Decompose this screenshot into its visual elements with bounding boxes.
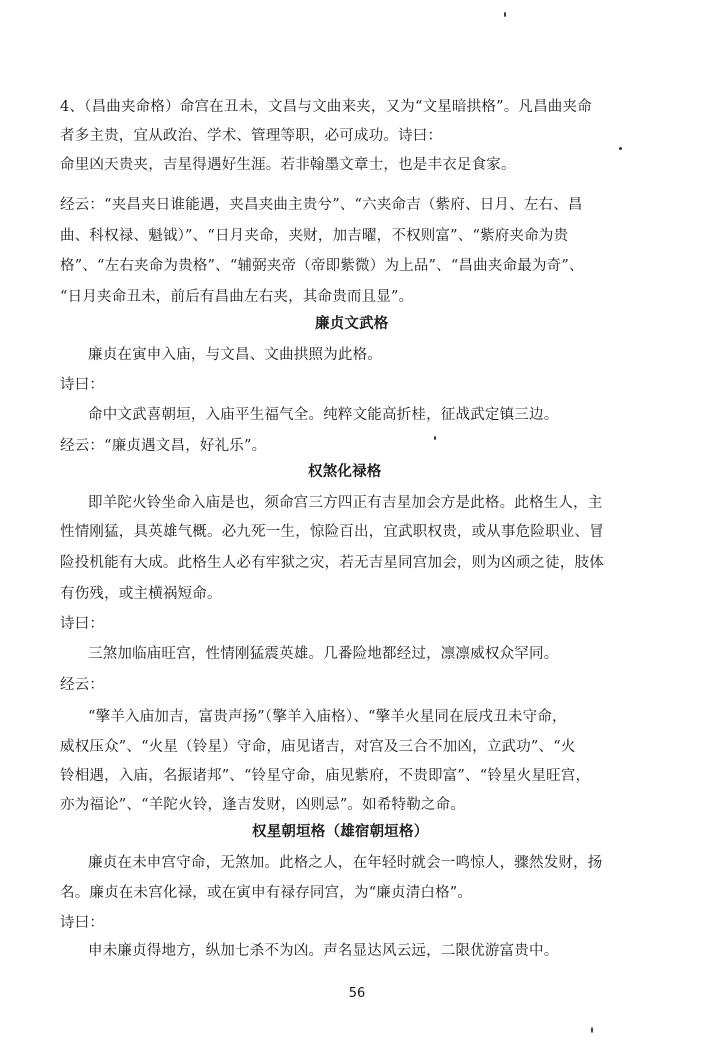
text-line: 经云：“夹昌夹日谁能遇，夹昌夹曲主贵兮”、“六夹命吉（紫府、日月、左右、昌: [60, 197, 583, 213]
text-line: 经云：: [60, 677, 105, 693]
text-line: 险投机能有大成。此格生人必有牢狱之灾，若无吉星同宫加会，则为凶顽之徒，肢体: [60, 555, 604, 571]
page-number: 56: [348, 986, 366, 1001]
text-line: 威权压众”、“火星（铃星）守命，庙见诸吉，对宫及三合不加凶，立武功”、“火: [60, 739, 576, 755]
text-line: “擎羊入庙加吉，富贵声扬”（擎羊入庙格）、“擎羊火星同在辰戌丑未守命，: [88, 709, 567, 725]
section-heading: 廉贞文武格: [315, 315, 389, 332]
text-line: 者多主贵，宜从政治、学术、管理等职，必可成功。诗曰：: [60, 128, 443, 144]
scan-speck: [619, 147, 622, 150]
text-line: 性情刚猛，具英雄气概。必九死一生，惊险百出，宜武职权贵，或从事危险职业、冒: [60, 524, 604, 540]
text-line: 名。廉贞在未宫化禄，或在寅申有禄存同宫，为“廉贞清白格”。: [60, 885, 473, 901]
text-line: 诗曰：: [60, 377, 105, 393]
text-line: 亦为福论”、“羊陀火铃，逢吉发财，凶则忌”。如希特勒之命。: [60, 797, 466, 813]
text-line: 铃相遇，入庙，名振诸邦”、“铃星守命，庙见紫府，不贵即富”、“铃星火星旺宫，: [60, 768, 591, 784]
text-line: 廉贞在未申宫守命，无煞加。此格之人，在年轻时就会一鸣惊人，骤然发财，扬: [88, 855, 603, 871]
text-line: 即羊陀火铃坐命入庙是也，须命宫三方四正有吉星加会方是此格。此格生人，主: [88, 495, 603, 511]
text-line: “日月夹命丑未，前后有昌曲左右夹，其命贵而且显”。: [60, 289, 414, 305]
text-line: 申未廉贞得地方，纵加七杀不为凶。声名显达风云远，二限优游富贵中。: [88, 943, 559, 959]
section-heading: 权煞化禄格: [308, 463, 382, 480]
section-heading: 权星朝垣格（雄宿朝垣格）: [252, 823, 429, 840]
text-line: 曲、科权禄、魁钺）”、“日月夹命，夹财，加吉曜，不权则富”、“紫府夹命为贵: [60, 228, 569, 244]
text-line: 廉贞在寅申入庙，与文昌、文曲拱照为此格。: [88, 347, 382, 363]
text-line: 三煞加临庙旺宫，性情刚猛震英雄。几番险地都经过，凛凛威权众罕同。: [88, 646, 559, 662]
text-line: 经云：“廉贞遇文昌，好礼乐”。: [60, 438, 267, 454]
text-line: 诗曰：: [60, 616, 105, 632]
text-line: 有伤残，或主横祸短命。: [60, 586, 222, 602]
scan-speck: [434, 436, 436, 440]
scan-speck: [591, 1027, 593, 1033]
text-line: 命中文武喜朝垣，入庙平生福气全。纯粹文能高折桂，征战武定镇三边。: [88, 407, 559, 423]
text-line: 格”、“左右夹命为贵格”、“辅弼夹帝（帝即紫微）为上品”、“昌曲夹命最为奇”、: [60, 258, 584, 274]
text-line: 命里凶天贵夹，吉星得遇好生涯。若非翰墨文章士，也是丰衣足食家。: [60, 157, 516, 173]
text-line: 4、（昌曲夹命格）命宫在丑未，文昌与文曲来夹，又为“文星暗拱格”。凡昌曲夹命: [60, 99, 592, 115]
scan-speck: [504, 12, 506, 17]
text-line: 诗曰：: [60, 915, 105, 931]
